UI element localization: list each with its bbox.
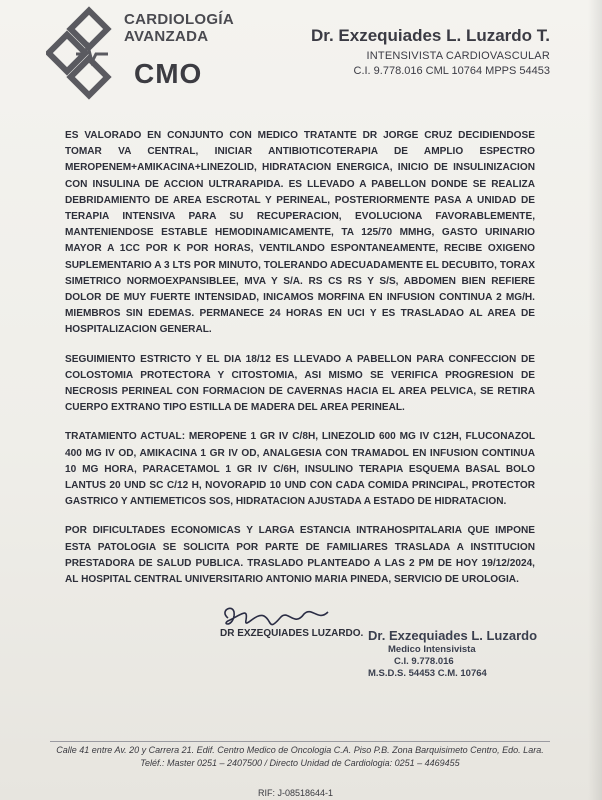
stamp-msds: M.S.D.S. 54453 C.M. 10764: [368, 668, 487, 679]
paragraph-follow-up: SEGUIMIENTO ESTRICTO Y EL DIA 18/12 ES LLEVADO A PABELLON PARA CONFECCION DE COLOSTOMIA PROTECTORA Y CITOSTOMIA, ASI MISMO SE VERIFICA PROGRESION DE NECROSIS PERINEAL CON FORMACION DE CAVERNAS HACIA EL AREA PELVICA, SE RETIRA CUERPO EXTRANO TIPO ESTILLA DE MADERA DEL AREA PERINEAL.: [65, 353, 535, 414]
doctor-stamp: [368, 628, 548, 679]
cardiologia-avanzada-logo: [46, 6, 234, 106]
paragraph-transfer: POR DIFICULTADES ECONOMICAS Y LARGA ESTANCIA INTRAHOSPITALARIA QUE IMPONE ESTA PATOLOGIA SE SOLICITA POR PARTE DE FAMILIARES TRASLADA A INSTITUCION PRESTADORA DE SALUD PUBLICA. TRASLADO PLANTEADO A LAS 2 PM DE HOY 19/12/2024, AL HOSPITAL CENTRAL UNIVERSITARIO ANTONIO MARIA PINEDA, SERVICIO DE UROLOGIA.: [65, 525, 535, 586]
doctor-header: [300, 26, 550, 77]
stamp-title: Medico Intensivista: [388, 644, 476, 655]
footer-address: Calle 41 entre Av. 20 y Carrera 21. Edif. Centro Medico de Oncologia C.A. Piso P.B. Zona Barquisimeto Centro, Edo. Lara.: [56, 745, 544, 755]
report-body: [65, 128, 535, 601]
logo-line1: CARDIOLOGÍA: [124, 11, 234, 28]
cmo-emblem-icon: [46, 6, 126, 106]
doctor-registration: C.I. 9.778.016 CML 10764 MPPS 54453: [353, 65, 550, 77]
footer: [40, 744, 560, 770]
page-edge-shadow: [588, 0, 602, 800]
footer-divider: [50, 741, 550, 742]
stamp-name: Dr. Exzequiades L. Luzardo: [368, 628, 538, 643]
typed-signature-name: DR EXZEQUIADES LUZARDO.: [220, 628, 364, 639]
doctor-title: INTENSIVISTA CARDIOVASCULAR: [366, 50, 550, 62]
paragraph-evolution: ES VALORADO EN CONJUNTO CON MEDICO TRATANTE DR JORGE CRUZ DECIDIENDOSE TOMAR VA CENTRAL, INICIAR ANTIBIOTICOTERAPIA DE AMPLIO ESPECTRO MEROPENEM+AMIKACINA+LINEZOLID, HIDRATACION ENERGICA, INICIO DE INSULINIZACION CON INSULINA DE ACCION ULTRARAPIDA. ES LLEVADO A PABELLON DONDE SE REALIZA DEBRIDAMIENTO DE AREA ESCROTAL Y PERINEAL, POSTERIORMENTE PASA A UNIDAD DE TERAPIA INTENSIVA PARA SU RECUPERACION, EVOLUCIONA FAVORABLEMENTE, MANTENIENDOSE ESTABLE HEMODINAMICAMENTE, TA 125/70 MMHG, GASTO URINARIO MAYOR A 1CC POR K POR HORAS, VENTILANDO ESPONTANEAMENTE, RECIBE OXIGENO SUPLEMENTARIO A 3 LTS POR MINUTO, TOLERANDO ADECUADAMENTE EL DECUBITO, TORAX SIMETRICO NORMOEXPANSIBLEE, MVA Y S/A. RS CS RS Y S/S, ABDOMEN BIEN REFIERE DOLOR DE MUY FUERTE INTENSIDAD, INICAMOS MORFINA EN INFUSION CONTINUA 2 MG/H. MIEMBROS SIN EDEMAS. PERMANECE 24 HORAS EN UCI Y ES TRASLADAO AL AREA DE HOSPITALIZACION GENERAL.: [65, 130, 535, 336]
stamp-ci: C.I. 9.778.016: [394, 656, 454, 667]
doctor-name: Dr. Exzequiades L. Luzardo T.: [311, 26, 550, 45]
footer-phones: Teléf.: Master 0251 – 2407500 / Directo Unidad de Cardiologia: 0251 – 4469455: [140, 758, 460, 768]
footer-rif: RIF: J-08518644-1: [258, 788, 334, 798]
logo-abbr: CMO: [134, 58, 203, 89]
logo-line2: AVANZADA: [124, 28, 209, 45]
paragraph-treatment: TRATAMIENTO ACTUAL: MEROPENE 1 GR IV C/8H, LINEZOLID 600 MG IV C12H, FLUCONAZOL 400 MG IV OD, AMIKACINA 1 GR IV OD, ANALGESIA CON TRAMADOL EN INFUSION CONTINUA 10 MG HORA, PARACETAMOL 1 GR IV C/6H, INSULINO TERAPIA ESQUEMA BASAL BOLO LANTUS 20 UND SC C/12 H, NOVORAPID 10 UND CON CADA COMIDA PRINCIPAL, PROTECTOR GASTRICO Y ANTIEMETICOS SOS, HIDRATACION AJUSTADA A ESTADO DE HIDRATACION.: [65, 431, 535, 508]
